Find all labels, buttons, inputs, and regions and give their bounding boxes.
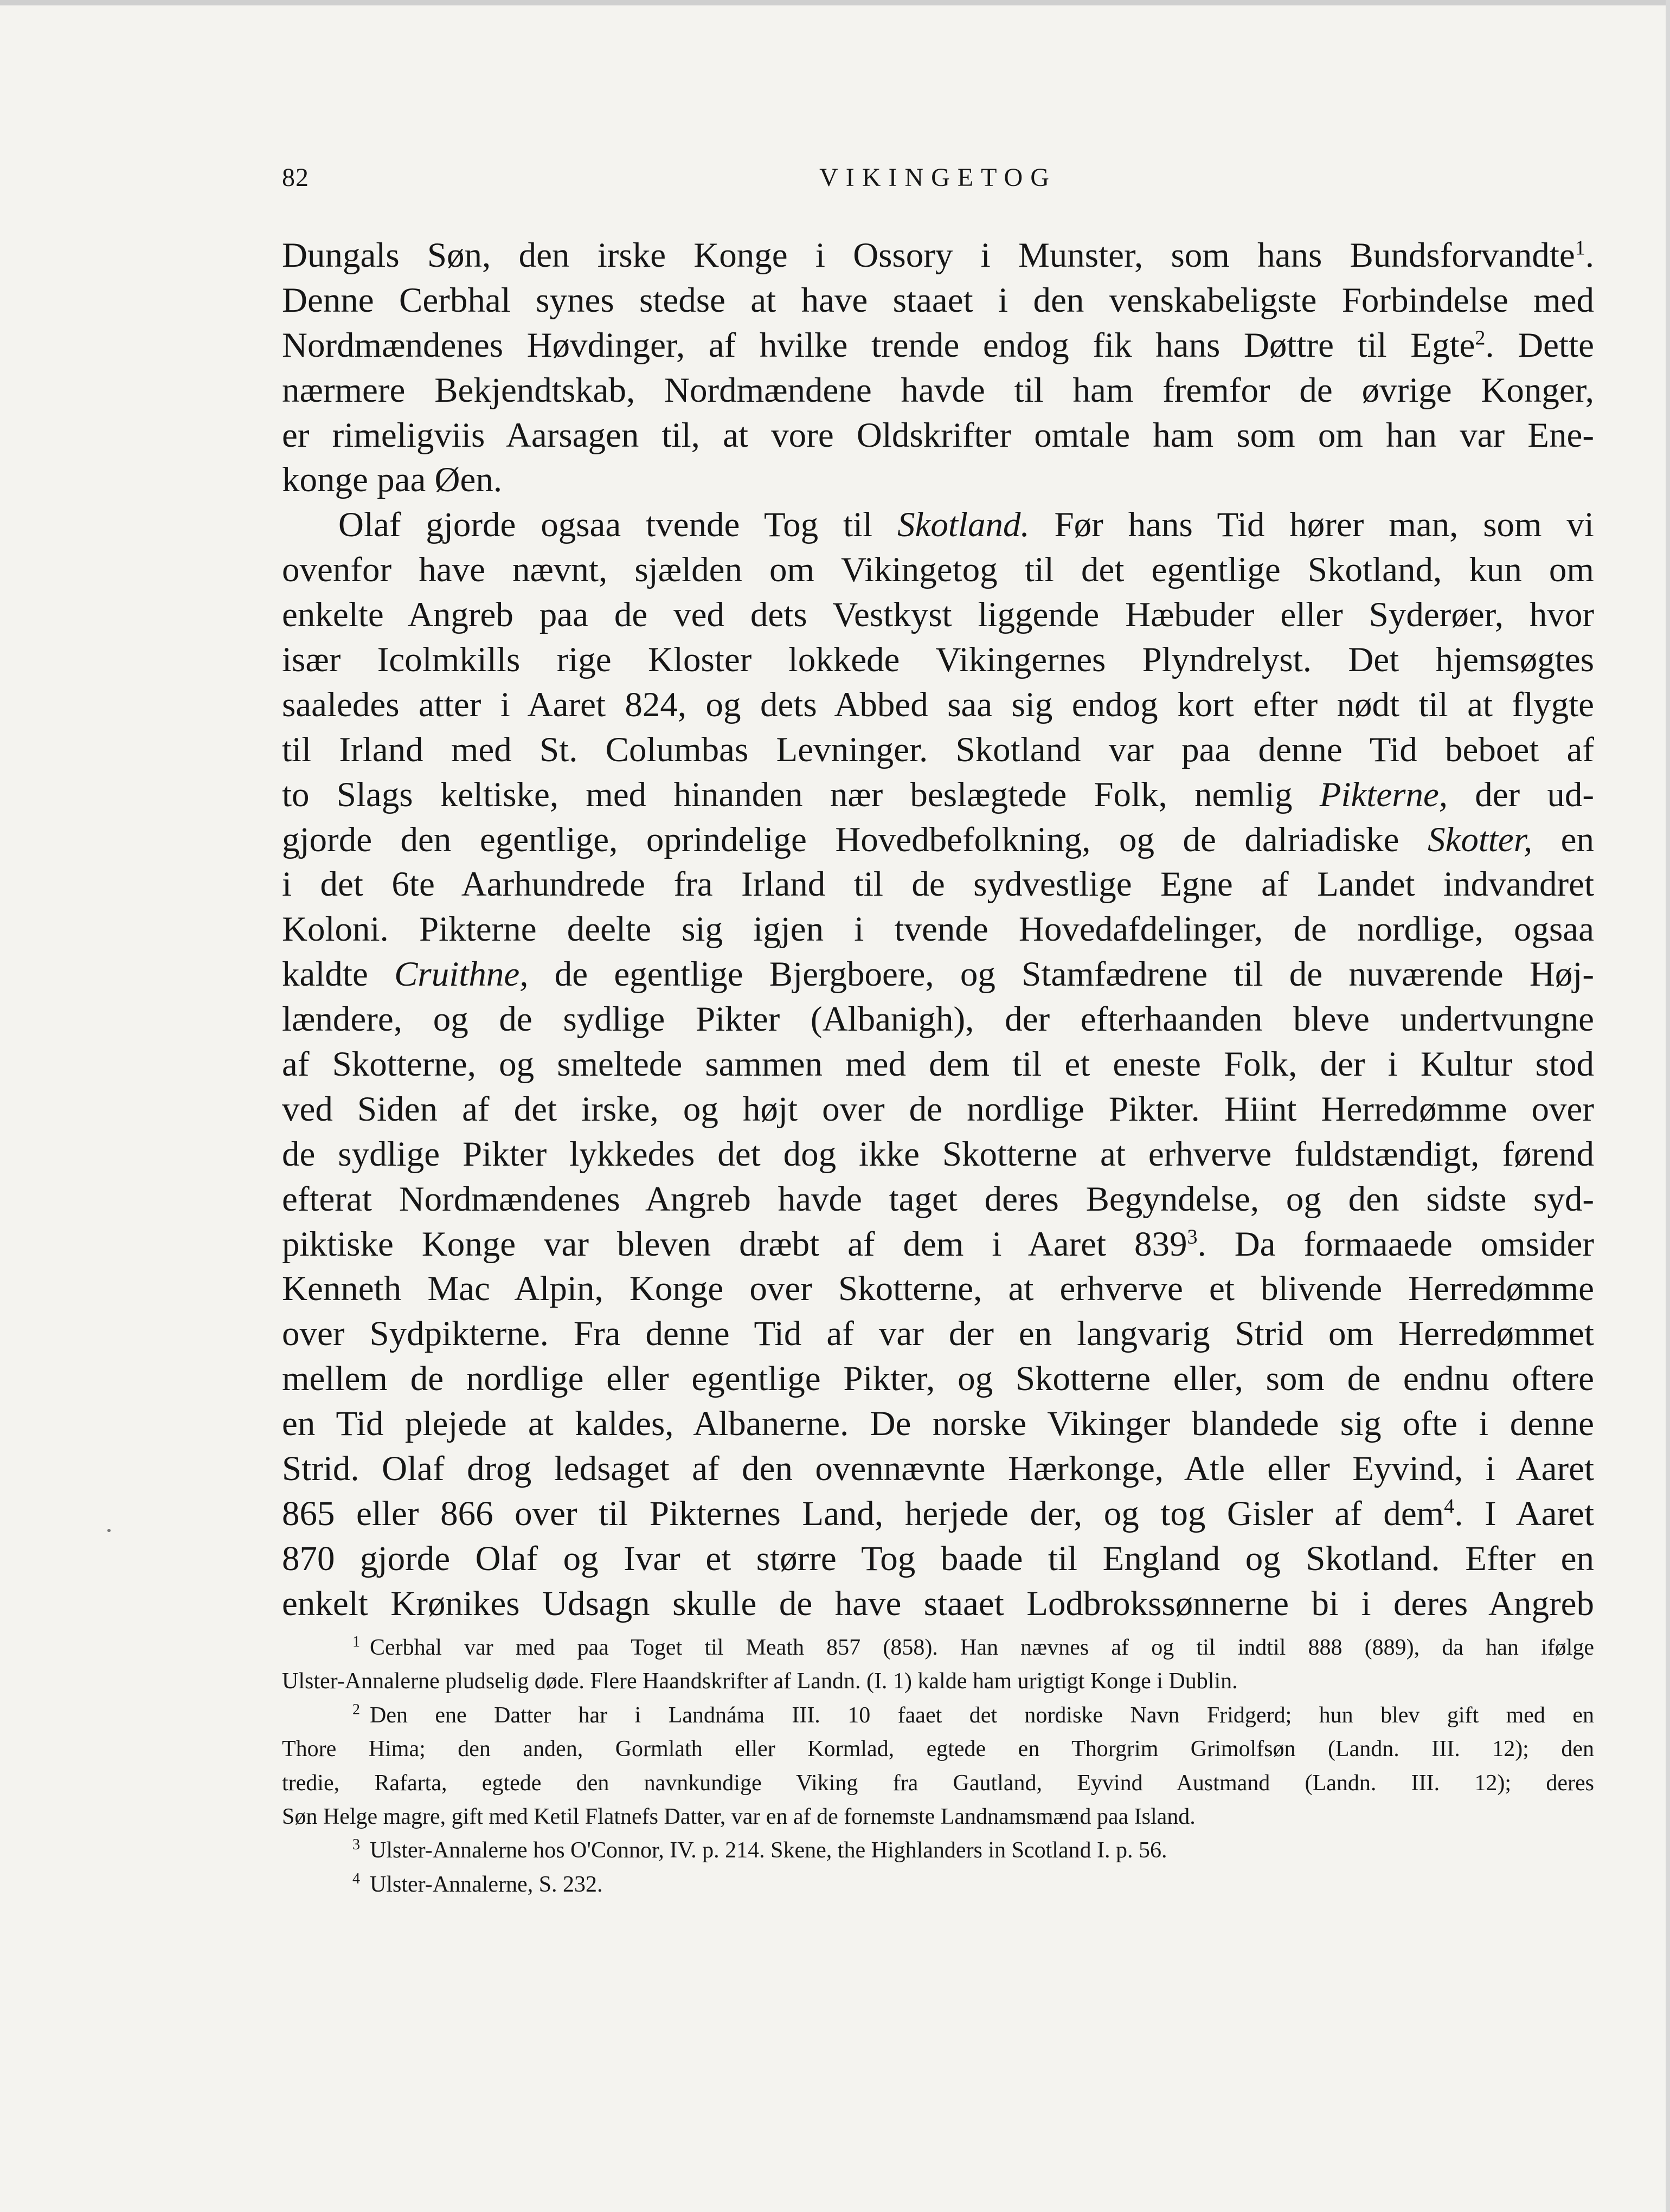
- line-text: især Icolmkills rige Kloster lokkede Vikingernes Plyndrelyst. Det hjemsøgtes: [282, 640, 1594, 680]
- footnote-line: [282, 1699, 1594, 1732]
- footnote-line: [282, 1800, 1594, 1834]
- line-text: over Sydpikterne. Fra denne Tid af var der en langvarig Strid om Herredømmet: [282, 1314, 1594, 1354]
- line-text: efterat Nordmændenes Angreb havde taget deres Begyndelse, og den sidste syd-: [282, 1179, 1594, 1219]
- scan-speck: [107, 1529, 111, 1532]
- line-text: piktiske Konge var bleven dræbt af dem i Aaret 839: [282, 1224, 1187, 1264]
- line-text: er rimeligviis Aarsagen til, at vore Oldskrifter omtale ham som om han var Ene-: [282, 415, 1594, 455]
- line-text: gjorde den egentlige, oprindelige Hovedbefolkning, og de dalriadiske: [282, 820, 1428, 859]
- footnote-mark: 2: [352, 1701, 360, 1718]
- footnote-mark: 1: [352, 1634, 360, 1650]
- footnote-mark: 3: [352, 1836, 360, 1854]
- line-text-after: der ud-: [1448, 775, 1594, 814]
- italic-term: Cruithne,: [394, 955, 529, 994]
- footnote-text: Ulster-Annalerne, S. 232.: [370, 1872, 603, 1897]
- body-line: [282, 548, 1594, 593]
- line-text: enkelte Angreb paa de ved dets Vestkyst liggende Hæbuder eller Syderøer, hvor: [282, 595, 1594, 635]
- line-text: i det 6te Aarhundrede fra Irland til de sydvestlige Egne af Landet indvandret: [282, 865, 1594, 904]
- footnote-ref: 2: [1475, 326, 1486, 350]
- footnote-text: Thore Hima; den anden, Gormlath eller Kormlad, egtede en Thorgrim Grimolfsøn (Landn. III. 12); den: [282, 1737, 1594, 1762]
- footnote-ref: 3: [1187, 1225, 1198, 1248]
- body-line: [282, 638, 1594, 683]
- body-line: [282, 1087, 1594, 1132]
- body-line: [282, 593, 1594, 638]
- body-line: [282, 1311, 1594, 1356]
- body-line: [282, 818, 1594, 863]
- line-text: ved Siden af det irske, og højt over de nordlige Pikter. Hiint Herredømme over: [282, 1089, 1594, 1129]
- italic-term: Skotter,: [1427, 820, 1533, 859]
- page-edge-top: [0, 0, 1670, 5]
- body-line: [282, 1177, 1594, 1222]
- footnote-mark: 4: [352, 1870, 360, 1887]
- body-line: [282, 728, 1594, 773]
- line-text: to Slags keltiske, med hinanden nær beslægtede Folk, nemlig: [282, 775, 1320, 814]
- body-line: [282, 907, 1594, 952]
- body-line: [282, 278, 1594, 323]
- footnote-text: Cerbhal var med paa Toget til Meath 857 (858). Han nævnes af og til indtil 888 (889), da han ifølge: [370, 1635, 1594, 1660]
- body-line: [282, 1222, 1594, 1267]
- line-text: mellem de nordlige eller egentlige Pikter, og Skotterne eller, som de endnu oftere: [282, 1359, 1594, 1399]
- body-line: [282, 413, 1594, 458]
- footnote-text: Den ene Datter har i Landnáma III. 10 faaet det nordiske Navn Fridgerd; hun blev gift med en: [370, 1702, 1594, 1728]
- running-title: VIKINGETOG: [819, 163, 1057, 192]
- page-number: 82: [282, 163, 309, 192]
- line-text: Nordmændenes Høvdinger, af hvilke trende endog fik hans Døttre til Egte: [282, 325, 1475, 365]
- line-text: til Irland med St. Columbas Levninger. Skotland var paa denne Tid beboet af: [282, 730, 1594, 769]
- body-line: [282, 458, 1594, 503]
- line-text: Denne Cerbhal synes stedse at have staaet i den venskabeligste Forbindelse med: [282, 280, 1594, 320]
- italic-term: Pikterne,: [1319, 775, 1448, 814]
- body-line: [282, 233, 1594, 278]
- body-line: [282, 1401, 1594, 1446]
- line-text: Dungals Søn, den irske Konge i Ossory i Munster, som hans Bundsforvandte: [282, 236, 1575, 275]
- body-line: [282, 1042, 1594, 1087]
- footnote-line: [282, 1834, 1594, 1867]
- footnote-line: [282, 1868, 1594, 1901]
- body-line: [282, 323, 1594, 368]
- body-line: [282, 1491, 1594, 1536]
- body-line: [282, 952, 1594, 997]
- line-text: Olaf gjorde ogsaa tvende Tog til: [338, 505, 897, 545]
- line-text: Koloni. Pikterne deelte sig igjen i tvende Hovedafdelinger, de nordlige, ogsaa: [282, 910, 1594, 949]
- footnote-line: [282, 1664, 1594, 1698]
- body-text: [282, 233, 1594, 1626]
- line-text: saaledes atter i Aaret 824, og dets Abbed saa sig endog kort efter nødt til at flygte: [282, 685, 1594, 724]
- line-text: 865 eller 866 over til Pikternes Land, herjede der, og tog Gisler af dem: [282, 1494, 1444, 1533]
- body-line: [282, 1536, 1594, 1581]
- line-text-after: . Dette: [1485, 325, 1594, 365]
- footnote-line: [282, 1766, 1594, 1800]
- body-line: [282, 683, 1594, 728]
- body-line: [282, 1446, 1594, 1491]
- footnote-line: [282, 1631, 1594, 1664]
- page-edge-right: [1666, 0, 1670, 2212]
- line-text: de sydlige Pikter lykkedes det dog ikke Skotterne at erhverve fuldstændigt, førend: [282, 1134, 1594, 1174]
- line-text-after: Før hans Tid hører man, som vi: [1029, 505, 1594, 545]
- footnote-ref: 1: [1575, 236, 1585, 260]
- footnote-text: Ulster-Annalerne pludselig døde. Flere Haandskrifter af Landn. (I. 1) kalde ham urigtigt Konge i Dublin.: [282, 1669, 1238, 1694]
- line-text: lændere, og de sydlige Pikter (Albanigh), der efterhaanden bleve undertvungne: [282, 1000, 1594, 1039]
- body-line: [282, 1266, 1594, 1311]
- line-text: 870 gjorde Olaf og Ivar et større Tog baade til England og Skotland. Efter en: [282, 1539, 1594, 1578]
- line-text-after: de egentlige Bjergboere, og Stamfædrene til de nuværende Høj-: [528, 955, 1594, 994]
- body-line: [282, 862, 1594, 907]
- line-text: ovenfor have nævnt, sjælden om Vikingetog til det egentlige Skotland, kun om: [282, 550, 1594, 590]
- body-line: [282, 773, 1594, 818]
- footnote-ref: 4: [1444, 1495, 1455, 1518]
- body-line: [282, 1581, 1594, 1626]
- line-text: konge paa Øen.: [282, 460, 503, 500]
- footnote-text: Søn Helge magre, gift med Ketil Flatnefs Datter, var en af de fornemste Landnamsmænd paa Island.: [282, 1804, 1196, 1829]
- line-text-after: . I Aaret: [1454, 1494, 1595, 1533]
- page-header: [282, 163, 1594, 206]
- body-line: [282, 503, 1594, 548]
- body-line: [282, 997, 1594, 1042]
- line-text: enkelt Krønikes Udsagn skulle de have staaet Lodbrokssønnerne bi i deres Angreb: [282, 1584, 1594, 1623]
- line-text: Kenneth Mac Alpin, Konge over Skotterne, at erhverve et blivende Herredømme: [282, 1269, 1594, 1309]
- footnote-line: [282, 1732, 1594, 1766]
- body-line: [282, 1356, 1594, 1401]
- line-text: Strid. Olaf drog ledsaget af den ovennævnte Hærkonge, Atle eller Eyvind, i Aaret: [282, 1449, 1594, 1489]
- italic-term: Skotland.: [897, 505, 1030, 545]
- line-text: kaldte: [282, 955, 395, 994]
- line-text: en Tid plejede at kaldes, Albanerne. De norske Vikinger blandede sig ofte i denne: [282, 1404, 1594, 1444]
- line-text-after: en: [1532, 820, 1594, 859]
- body-line: [282, 368, 1594, 413]
- line-text-after: .: [1585, 236, 1594, 275]
- footnotes: [282, 1631, 1594, 1901]
- footnote-text: Ulster-Annalerne hos O'Connor, IV. p. 214. Skene, the Highlanders in Scotland I. p. 56.: [370, 1838, 1167, 1863]
- body-line: [282, 1132, 1594, 1177]
- footnote-text: tredie, Rafarta, egtede den navnkundige Viking fra Gautland, Eyvind Austmand (Landn. III. 12); deres: [282, 1770, 1594, 1796]
- line-text-after: . Da formaaede omsider: [1197, 1224, 1595, 1264]
- line-text: af Skotterne, og smeltede sammen med dem til et eneste Folk, der i Kultur stod: [282, 1045, 1594, 1084]
- line-text: nærmere Bekjendtskab, Nordmændene havde til ham fremfor de øvrige Konger,: [282, 370, 1594, 410]
